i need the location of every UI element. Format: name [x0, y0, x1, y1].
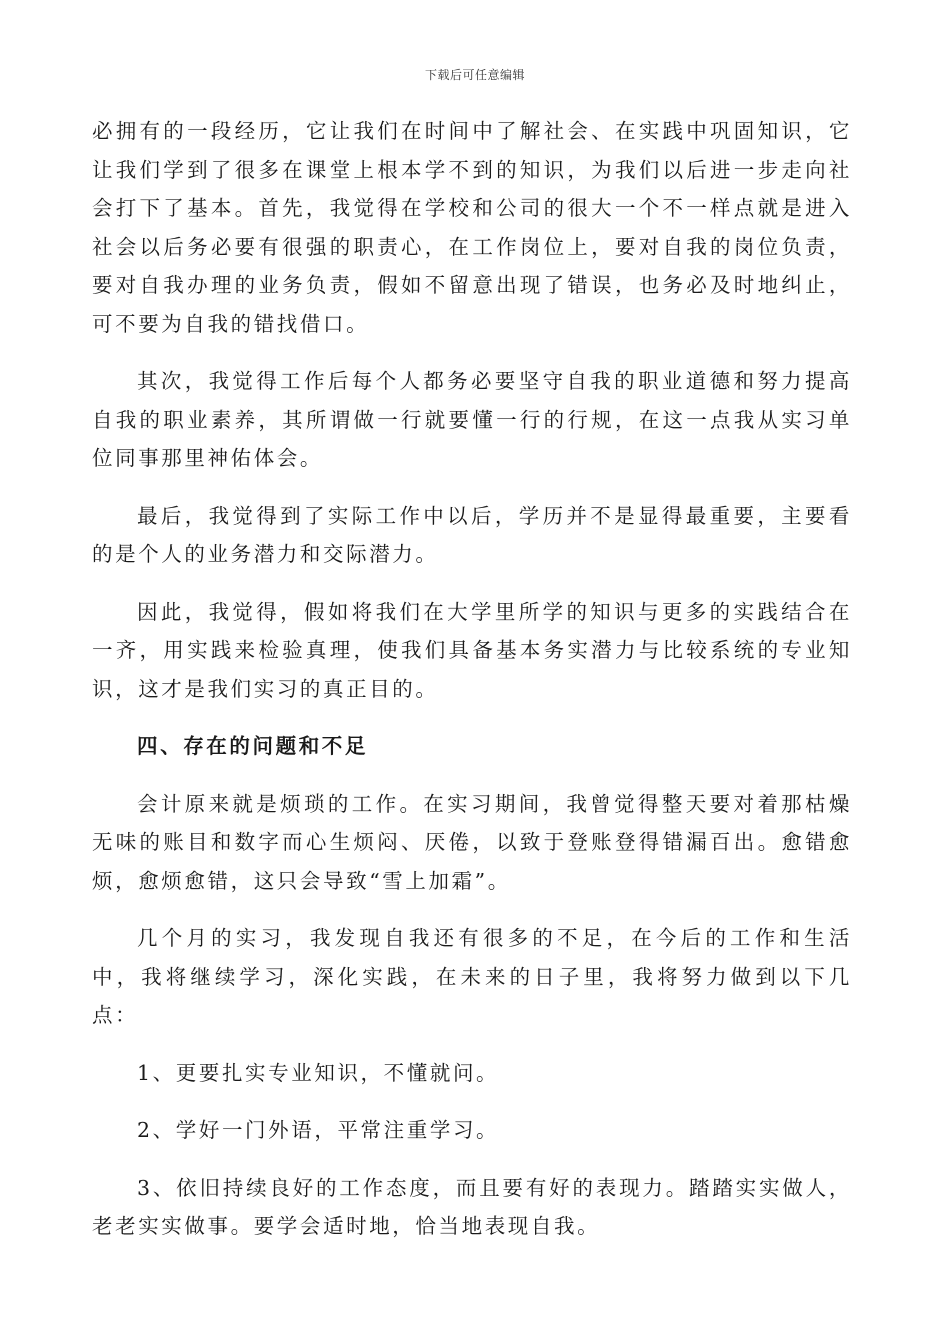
section-heading: 四、存在的问题和不足 — [137, 734, 368, 758]
page-header: 下载后可任意编辑 — [424, 68, 525, 82]
paragraph-professional-ethics: 其次，我觉得工作后每个人都务必要坚守自我的职业道德和努力提高自我的职业素养，其所谓做一行就要懂一行的行规，在这一点我从实习单位同事那里神佑体会。 — [92, 369, 852, 470]
paragraph-continued: 必拥有的一段经历，它让我们在时间中了解社会、在实践中巩固知识，它让我们学到了很多在课堂上根本学不到的知识，为我们以后进一步走向社会打下了基本。首先，我觉得在学校和公司的很大一个不一样点就是进入社会以后务必要有很强的职责心，在工作岗位上，要对自我的岗位负责，要对自我办理的业务负责，假如不留意出现了错误，也务必及时地纠止，可不要为自我的错找借口。 — [92, 119, 852, 336]
paragraph-shortcomings: 几个月的实习，我发现自我还有很多的不足，在今后的工作和生活中，我将继续学习，深化实践，在未来的日子里，我将努力做到以下几点： — [92, 926, 852, 1027]
list-item-1: 1、更要扎实专业知识，不懂就问。 — [137, 1060, 500, 1085]
paragraph-education-vs-ability: 最后，我觉得到了实际工作中以后，学历并不是显得最重要，主要看的是个人的业务潜力和交际潜力。 — [92, 503, 852, 566]
list-item-3: 3、依旧持续良好的工作态度，而且要有好的表现力。踏踏实实做人，老老实实做事。要学会适时地，恰当地表现自我。 — [92, 1175, 852, 1238]
paragraph-conclusion: 因此，我觉得，假如将我们在大学里所学的知识与更多的实践结合在一齐，用实践来检验真理，使我们具备基本务实潜力与比较系统的专业知识，这才是我们实习的真正目的。 — [92, 599, 852, 701]
paragraph-accounting-problems: 会计原来就是烦琐的工作。在实习期间，我曾觉得整天要对着那枯燥无味的账目和数字而心生烦闷、厌倦，以致于登账登得错漏百出。愈错愈烦，愈烦愈错，这只会导致“雪上加霜”。 — [92, 791, 852, 893]
document-body — [92, 112, 852, 1265]
list-item-2: 2、学好一门外语，平常注重学习。 — [137, 1118, 500, 1142]
